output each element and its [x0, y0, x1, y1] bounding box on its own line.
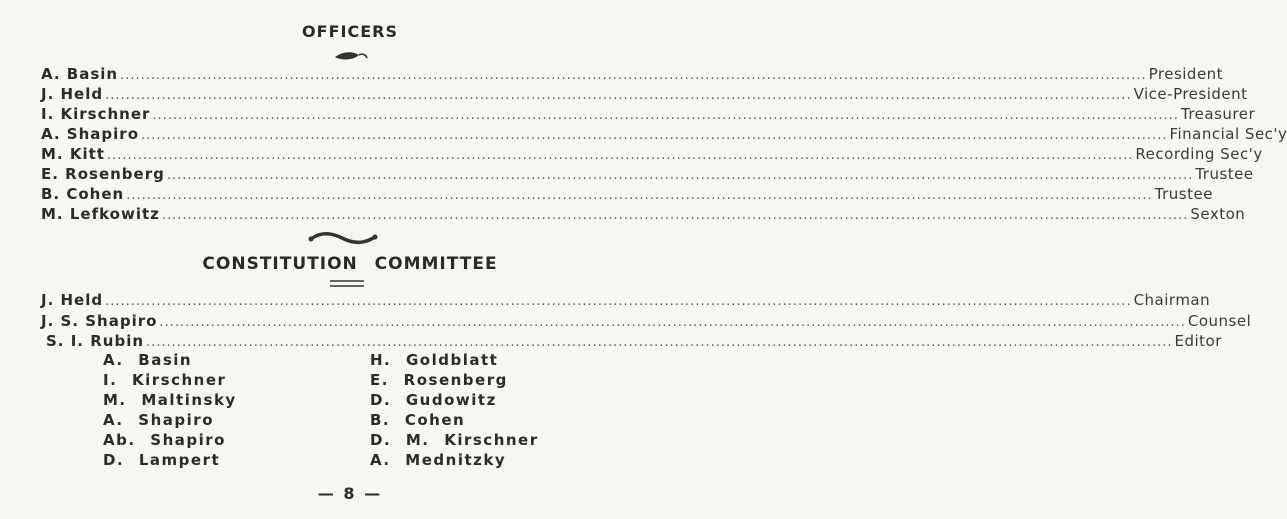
officers-heading: OFFICERS — [302, 22, 398, 41]
role-title: Treasurer — [1180, 105, 1256, 123]
person-name: M. Kitt — [41, 145, 105, 163]
role-title: Sexton — [1190, 205, 1246, 223]
leader-row — [41, 184, 1213, 204]
role-title: President — [1148, 65, 1224, 83]
member-name: D. Lampert — [103, 451, 221, 469]
dot-leader: ........................................................................................................................................................................................................ — [105, 88, 1132, 103]
dot-leader: ........................................................................................................................................................................................................ — [152, 108, 1179, 123]
member-name: A. Shapiro — [103, 411, 214, 429]
dot-leader: ........................................................................................................................................................................................................ — [146, 335, 1173, 350]
person-name: E. Rosenberg — [41, 165, 165, 183]
member-name: A. Basin — [103, 351, 193, 369]
scroll-ornament-icon — [308, 230, 378, 246]
leader-row — [41, 64, 1224, 84]
person-name: J. Held — [41, 291, 104, 309]
person-name: J. Held — [41, 85, 104, 103]
leader-row — [41, 204, 1246, 224]
leaf-ornament-icon — [333, 49, 369, 63]
member-name: B. Cohen — [370, 411, 466, 429]
role-title: Editor — [1174, 332, 1222, 350]
dot-leader: ........................................................................................................................................................................................................ — [141, 128, 1168, 143]
member-name: A. Mednitzky — [370, 451, 507, 469]
dot-leader: ........................................................................................................................................................................................................ — [166, 168, 1194, 183]
role-title: Vice-President — [1133, 85, 1248, 103]
leader-row — [46, 331, 1222, 351]
role-title: Counsel — [1187, 312, 1252, 330]
person-name: S. I. Rubin — [46, 332, 145, 350]
leader-row — [41, 144, 1263, 164]
dot-leader: ........................................................................................................................................................................................................ — [105, 294, 1132, 309]
person-name: M. Lefkowitz — [41, 205, 160, 223]
dot-leader: ........................................................................................................................................................................................................ — [161, 208, 1189, 223]
member-name: Ab. Shapiro — [103, 431, 226, 449]
leader-row — [41, 84, 1248, 104]
role-title: Financial Sec'y — [1169, 125, 1287, 143]
person-name: B. Cohen — [41, 185, 125, 203]
dot-leader: ........................................................................................................................................................................................................ — [126, 188, 1153, 203]
dot-leader: ........................................................................................................................................................................................................ — [159, 315, 1186, 330]
person-name: I. Kirschner — [41, 105, 151, 123]
member-name: D. M. Kirschner — [370, 431, 539, 449]
person-name: J. S. Shapiro — [41, 312, 158, 330]
person-name: A. Shapiro — [41, 125, 139, 143]
member-name: M. Maltinsky — [103, 391, 237, 409]
leader-row — [41, 104, 1256, 124]
member-name: I. Kirschner — [103, 371, 227, 389]
leader-row — [41, 311, 1252, 331]
leader-row — [41, 124, 1287, 144]
member-name: D. Gudowitz — [370, 391, 497, 409]
leader-row — [41, 164, 1254, 184]
role-title: Recording Sec'y — [1135, 145, 1263, 163]
leader-row — [41, 290, 1211, 310]
role-title: Trustee — [1154, 185, 1213, 203]
member-name: E. Rosenberg — [370, 371, 508, 389]
double-rule-icon — [329, 279, 365, 288]
page-number: — 8 — — [317, 484, 383, 503]
dot-leader: ........................................................................................................................................................................................................ — [106, 148, 1134, 163]
committee-heading: CONSTITUTION COMMITTEE — [202, 254, 498, 274]
member-name: H. Goldblatt — [370, 351, 499, 369]
person-name: A. Basin — [41, 65, 119, 83]
dot-leader: ........................................................................................................................................................................................................ — [120, 68, 1147, 83]
role-title: Chairman — [1133, 291, 1211, 309]
role-title: Trustee — [1195, 165, 1254, 183]
